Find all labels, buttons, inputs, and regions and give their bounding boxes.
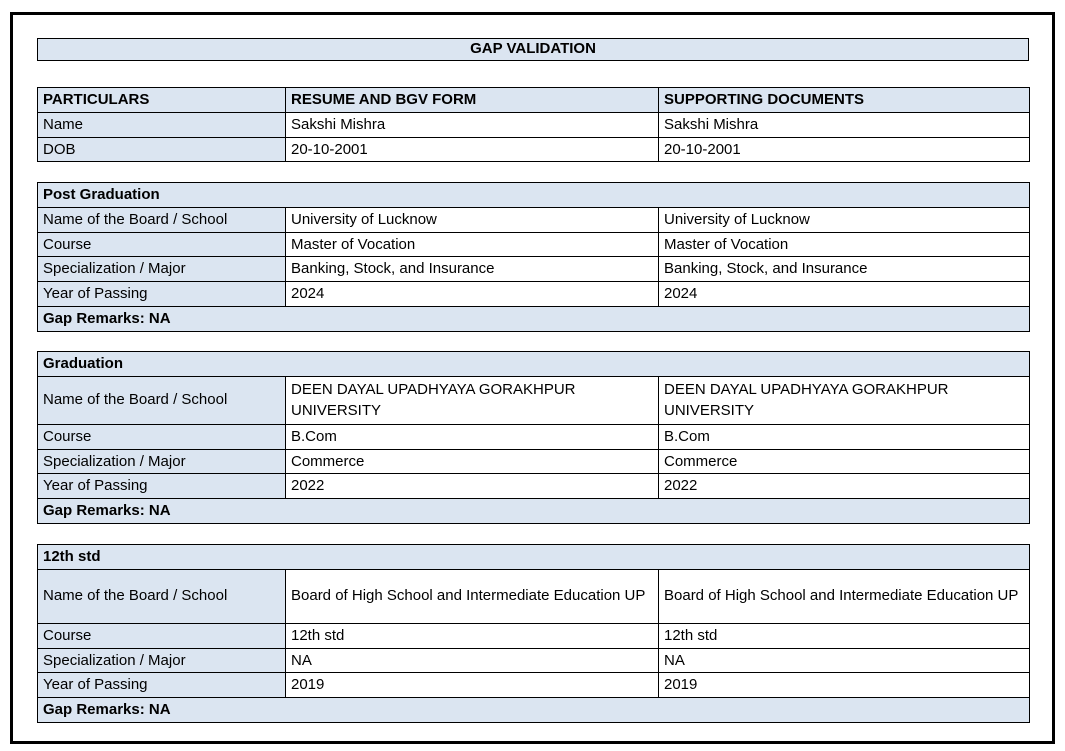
- section-title-cell: 12th std: [38, 545, 1030, 570]
- label-cell: Specialization / Major: [38, 449, 286, 474]
- section-title-row: [38, 352, 1030, 377]
- supporting-value-cell: University of Lucknow: [659, 207, 1030, 232]
- section-title-row: [38, 183, 1030, 208]
- label-cell: Course: [38, 424, 286, 449]
- gap-remarks-row: [38, 698, 1030, 723]
- table-row-course: [38, 424, 1030, 449]
- label-cell: Course: [38, 623, 286, 648]
- label-cell: Year of Passing: [38, 282, 286, 307]
- label-cell: Name of the Board / School: [38, 207, 286, 232]
- column-header-resume: RESUME AND BGV FORM: [286, 88, 659, 113]
- table-row-specialization: [38, 257, 1030, 282]
- table-row-board: [38, 569, 1030, 623]
- gap-remarks-cell: Gap Remarks: NA: [38, 306, 1030, 331]
- supporting-value-cell: 2022: [659, 474, 1030, 499]
- table-row-year: [38, 282, 1030, 307]
- resume-value-cell: 12th std: [286, 623, 659, 648]
- gap-remarks-cell: Gap Remarks: NA: [38, 698, 1030, 723]
- table-row-specialization: [38, 449, 1030, 474]
- graduation-table: [37, 351, 1030, 524]
- supporting-value-cell: DEEN DAYAL UPADHYAYA GORAKHPUR UNIVERSITY: [659, 376, 1030, 424]
- label-cell: Name of the Board / School: [38, 376, 286, 424]
- table-row-name: [38, 112, 1030, 137]
- resume-value-cell: 2024: [286, 282, 659, 307]
- label-cell: Specialization / Major: [38, 257, 286, 282]
- section-title-row: [38, 545, 1030, 570]
- resume-value-cell: Board of High School and Intermediate Education UP: [286, 569, 659, 623]
- table-row-specialization: [38, 648, 1030, 673]
- resume-value-cell: 2019: [286, 673, 659, 698]
- twelfth-std-table: [37, 544, 1030, 723]
- supporting-value-cell: 2024: [659, 282, 1030, 307]
- column-header-supporting: SUPPORTING DOCUMENTS: [659, 88, 1030, 113]
- resume-value-cell: DEEN DAYAL UPADHYAYA GORAKHPUR UNIVERSITY: [286, 376, 659, 424]
- supporting-value-cell: 2019: [659, 673, 1030, 698]
- supporting-value-cell: Banking, Stock, and Insurance: [659, 257, 1030, 282]
- label-cell: Year of Passing: [38, 673, 286, 698]
- table-row-year: [38, 474, 1030, 499]
- resume-value-cell: Commerce: [286, 449, 659, 474]
- supporting-value-cell: Board of High School and Intermediate Education UP: [659, 569, 1030, 623]
- gap-remarks-row: [38, 306, 1030, 331]
- resume-value-cell: NA: [286, 648, 659, 673]
- post-graduation-table: [37, 182, 1030, 332]
- table-row-course: [38, 623, 1030, 648]
- resume-value-cell: Master of Vocation: [286, 232, 659, 257]
- identity-table: [37, 87, 1030, 162]
- supporting-value-cell: 12th std: [659, 623, 1030, 648]
- table-header-row: [38, 88, 1030, 113]
- supporting-value-cell: 20-10-2001: [659, 137, 1030, 162]
- resume-value-cell: University of Lucknow: [286, 207, 659, 232]
- section-title-cell: Graduation: [38, 352, 1030, 377]
- resume-value-cell: B.Com: [286, 424, 659, 449]
- table-row-year: [38, 673, 1030, 698]
- gap-remarks-row: [38, 499, 1030, 524]
- table-row-dob: [38, 137, 1030, 162]
- section-title-cell: Post Graduation: [38, 183, 1030, 208]
- gap-remarks-cell: Gap Remarks: NA: [38, 499, 1030, 524]
- resume-value-cell: 2022: [286, 474, 659, 499]
- page-title: GAP VALIDATION: [37, 38, 1029, 61]
- supporting-value-cell: B.Com: [659, 424, 1030, 449]
- table-row-course: [38, 232, 1030, 257]
- label-cell: Name of the Board / School: [38, 569, 286, 623]
- label-cell: Name: [38, 112, 286, 137]
- label-cell: DOB: [38, 137, 286, 162]
- table-row-board: [38, 376, 1030, 424]
- supporting-value-cell: NA: [659, 648, 1030, 673]
- label-cell: Year of Passing: [38, 474, 286, 499]
- supporting-value-cell: Commerce: [659, 449, 1030, 474]
- supporting-value-cell: Sakshi Mishra: [659, 112, 1030, 137]
- label-cell: Specialization / Major: [38, 648, 286, 673]
- resume-value-cell: Sakshi Mishra: [286, 112, 659, 137]
- table-row-board: [38, 207, 1030, 232]
- resume-value-cell: Banking, Stock, and Insurance: [286, 257, 659, 282]
- column-header-particulars: PARTICULARS: [38, 88, 286, 113]
- resume-value-cell: 20-10-2001: [286, 137, 659, 162]
- label-cell: Course: [38, 232, 286, 257]
- supporting-value-cell: Master of Vocation: [659, 232, 1030, 257]
